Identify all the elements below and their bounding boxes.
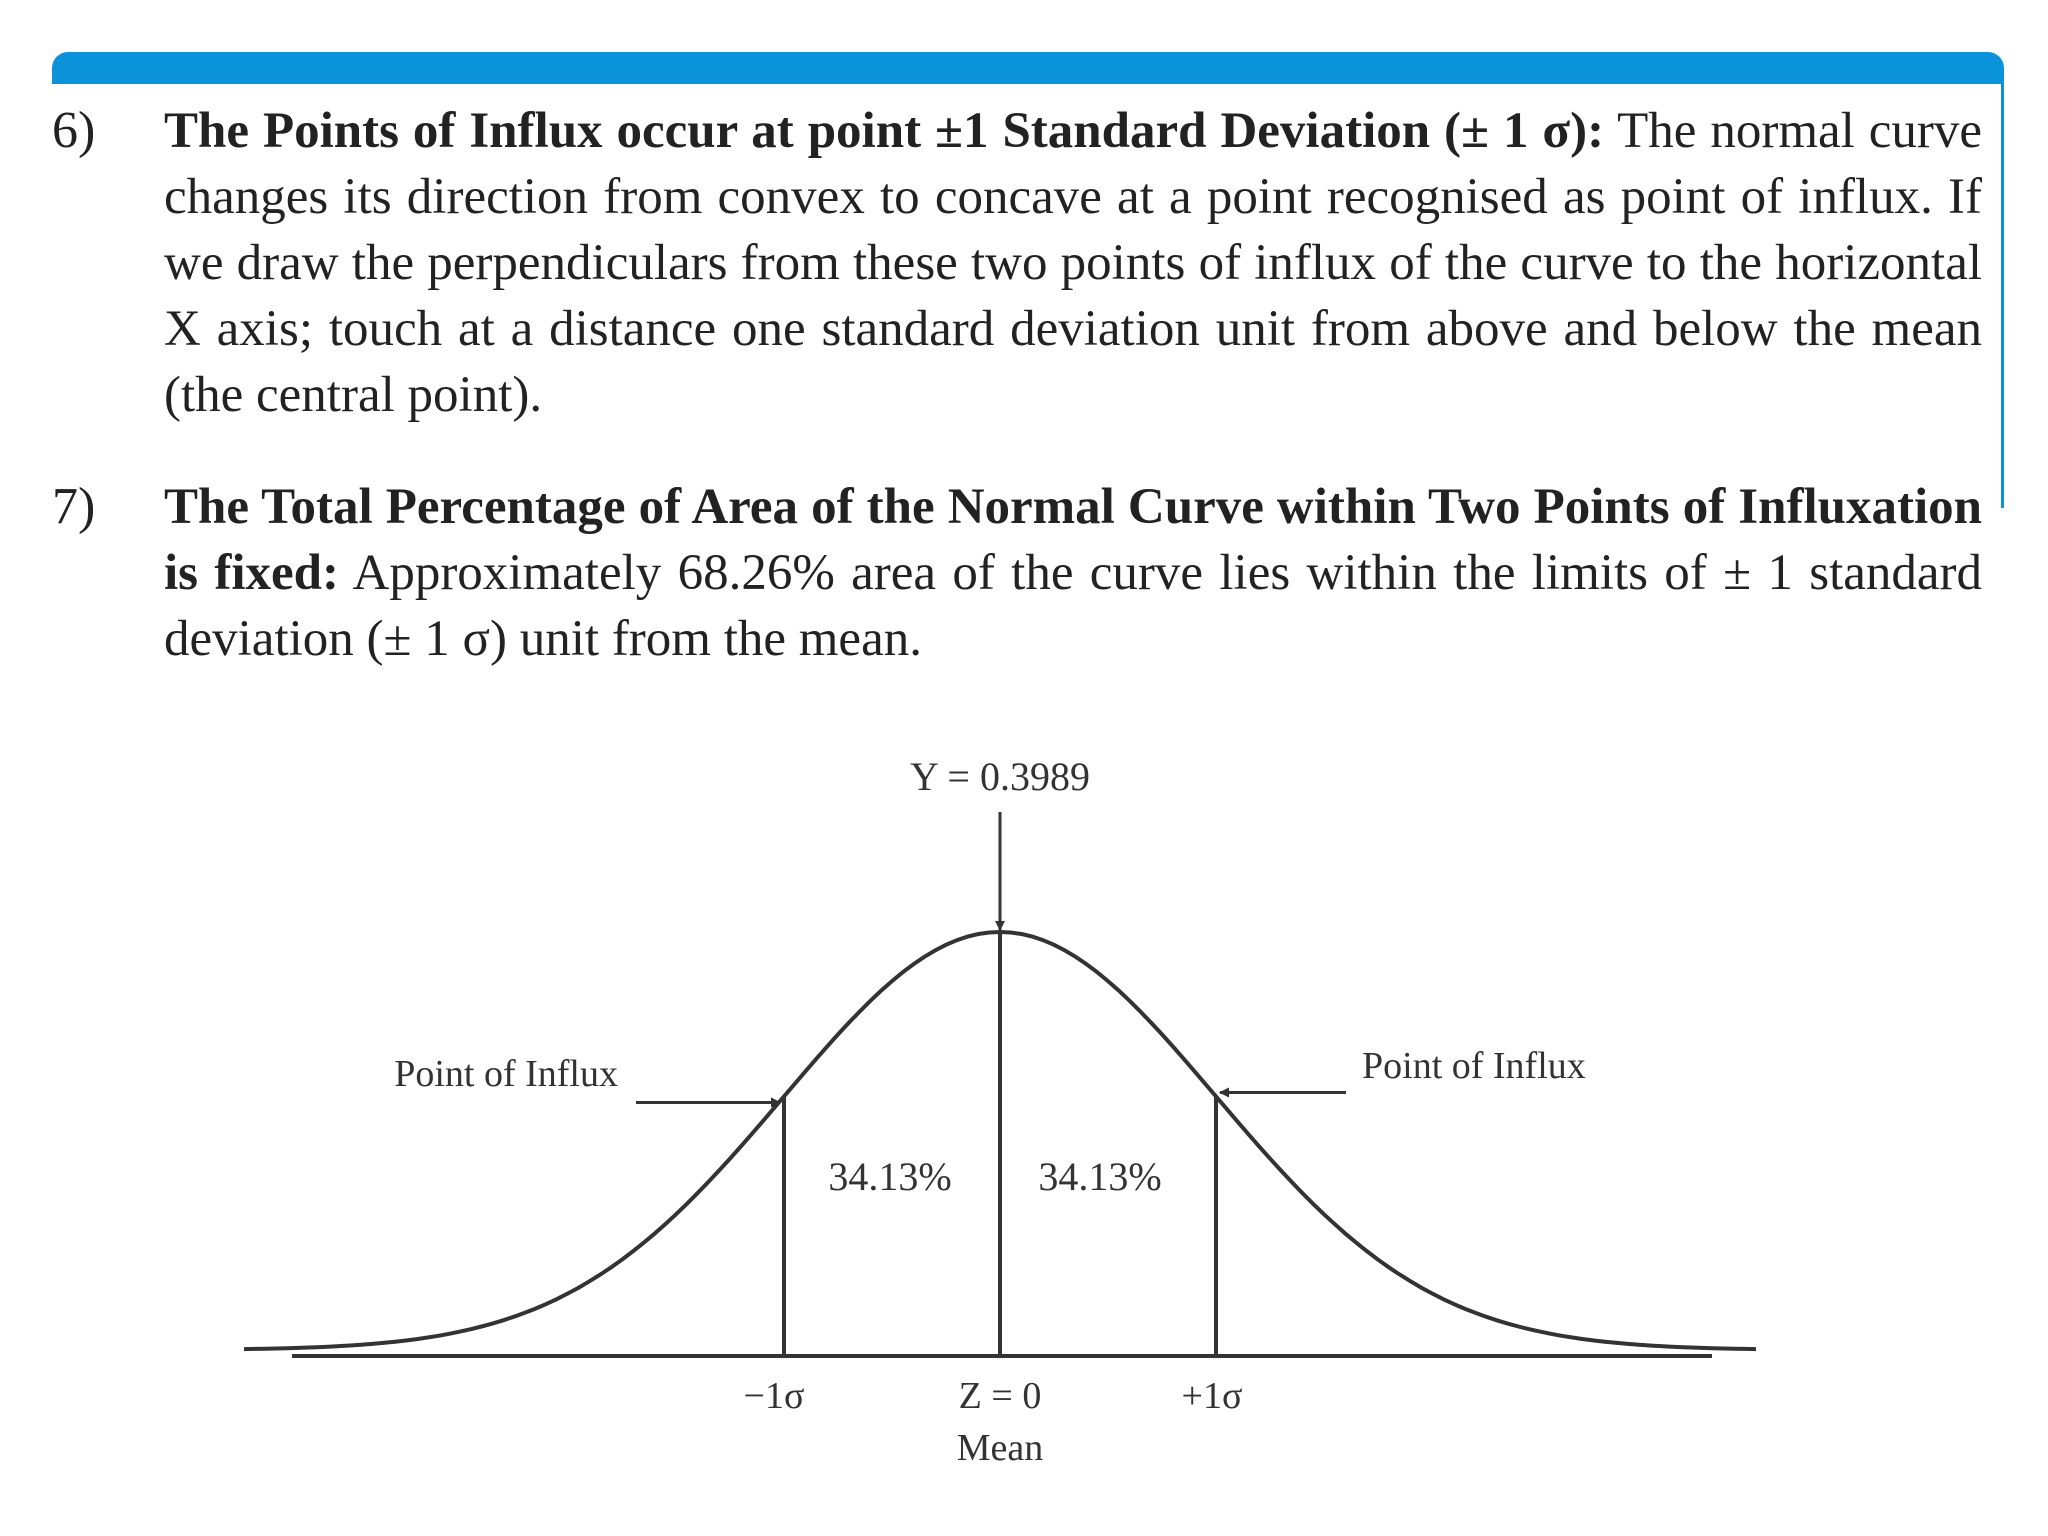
minus-one-sigma-label: −1σ [743, 1375, 805, 1417]
right-area-label: 34.13% [1038, 1154, 1162, 1199]
z-zero-label: Z = 0 [958, 1375, 1042, 1417]
item-text: The normal curve changes its direction from convex to concave at a point recognised as point of influx. If we draw the perpendiculars from these two points of influx of the curve to the horizontal X axis; touch at a distance one standard deviation unit from above and below the mean (the central point). [164, 103, 1983, 423]
peak-label: Y = 0.3989 [910, 754, 1090, 799]
item-body [164, 474, 1982, 672]
item-body [164, 98, 1982, 428]
item-number: 7) [52, 478, 96, 535]
item-heading: The Points of Influx occur at point ±1 Standard Deviation (± 1 σ): [164, 103, 1605, 159]
item-heading: The Total Percentage of Area of the Normal Curve within Two Points of Influxation is fixed: [164, 479, 1982, 601]
right-accent-rule [2001, 78, 2004, 508]
right-influx-label: Point of Influx [1362, 1045, 1586, 1087]
item-number: 6) [52, 102, 96, 159]
item-text: Approximately 68.26% area of the curve lies within the limits of ± 1 standard deviation (± 1 σ) unit from the mean. [164, 545, 1983, 667]
left-influx-label: Point of Influx [394, 1053, 618, 1095]
left-area-label: 34.13% [828, 1154, 952, 1199]
normal-curve-figure [0, 700, 2048, 1536]
mean-label: Mean [956, 1427, 1044, 1469]
plus-one-sigma-label: +1σ [1181, 1375, 1243, 1417]
header-accent-bar [52, 52, 2004, 84]
